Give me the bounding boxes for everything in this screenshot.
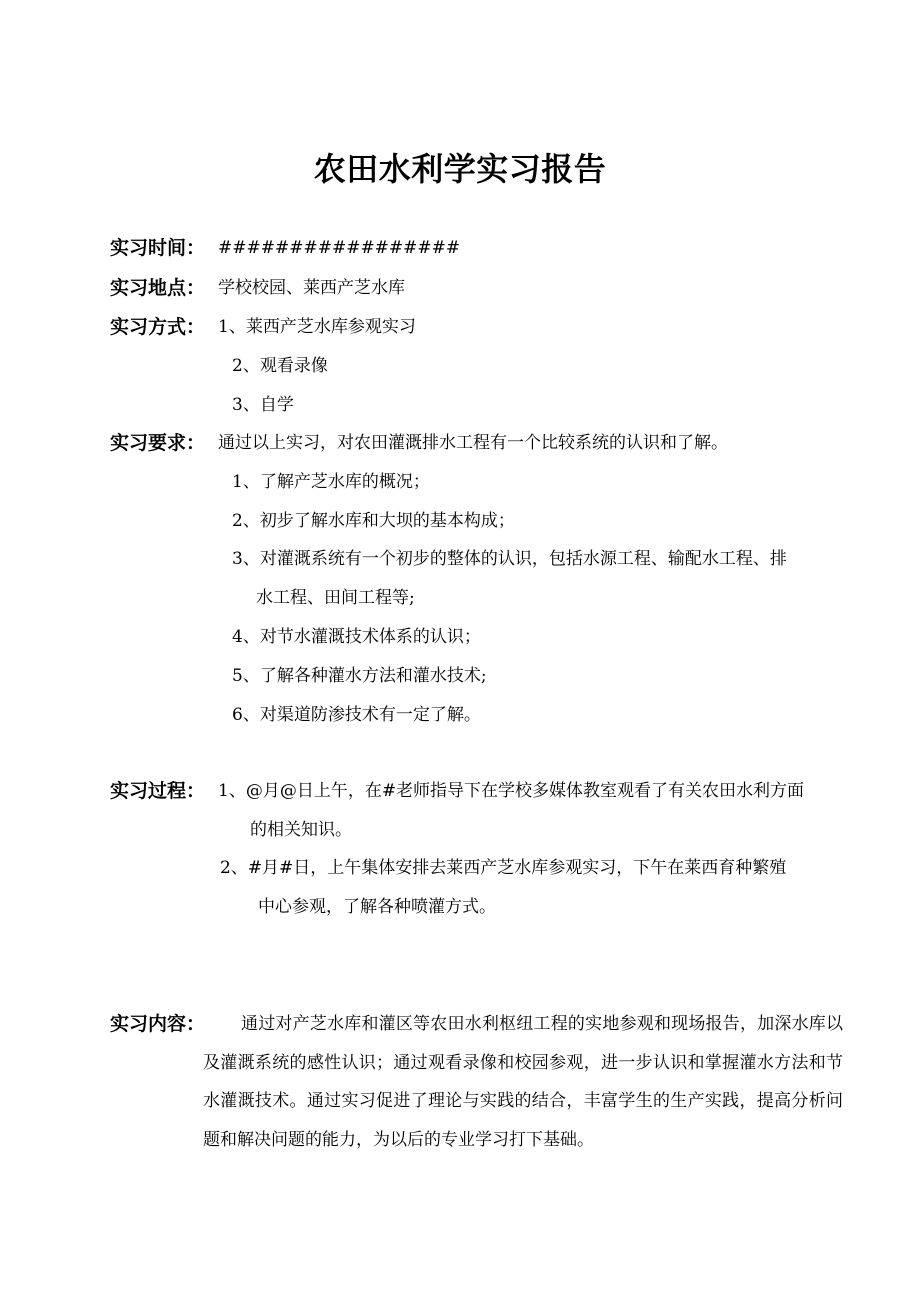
content-paragraph: 通过对产芝水库和灌区等农田水利枢纽工程的实地参观和现场报告，加深水库以及灌溉系统的感性认识；通过观看录像和校园参观，进一步认识和掌握灌水方法和节水灌溉技术。通过实习促进了理论与实践的结合，丰富学生的生产实践，提高分析问题和解决问题的能力，为以后的专业学习打下基础。 <box>203 1014 843 1150</box>
process-label: 实习过程： <box>110 780 206 802</box>
method-item-3: 3、自学 <box>232 395 294 415</box>
time-value: ################# <box>218 238 461 258</box>
requirement-item-4: 4、对节水灌溉技术体系的认识； <box>232 627 481 647</box>
page-title: 农田水利学实习报告 <box>313 150 607 188</box>
method-label: 实习方式： <box>110 316 206 338</box>
method-item-1: 1、莱西产芝水库参观实习 <box>218 317 416 337</box>
requirement-item-3: 3、对灌溉系统有一个初步的整体的认识，包括水源工程、输配水工程、排 <box>232 549 787 569</box>
process-line-1-cont: 的相关知识。 <box>250 820 352 840</box>
method-item-2: 2、观看录像 <box>232 356 328 376</box>
process-line-1: 1、@月@日上午，在#老师指导下在学校多媒体教室观看了有关农田水利方面 <box>218 781 805 801</box>
place-label: 实习地点： <box>110 277 206 299</box>
requirement-item-1: 1、了解产芝水库的概况； <box>232 472 430 492</box>
requirements-label: 实习要求： <box>110 432 206 454</box>
requirement-item-6: 6、对渠道防渗技术有一定了解。 <box>232 705 481 725</box>
process-line-2-cont: 中心参观，了解各种喷灌方式。 <box>258 897 496 917</box>
requirement-item-2: 2、初步了解水库和大坝的基本构成； <box>232 511 515 531</box>
content-label: 实习内容： <box>110 1013 206 1035</box>
time-label: 实习时间： <box>110 237 206 259</box>
process-line-2: 2、#月#日，上午集体安排去莱西产芝水库参观实习，下午在莱西育种繁殖 <box>220 858 787 878</box>
requirement-item-3-cont: 水工程、田间工程等; <box>256 588 415 608</box>
place-value: 学校校园、莱西产芝水库 <box>218 278 405 298</box>
requirement-item-5: 5、了解各种灌水方法和灌水技术; <box>232 666 487 686</box>
requirements-intro: 通过以上实习，对农田灌溉排水工程有一个比较系统的认识和了解。 <box>218 433 728 453</box>
